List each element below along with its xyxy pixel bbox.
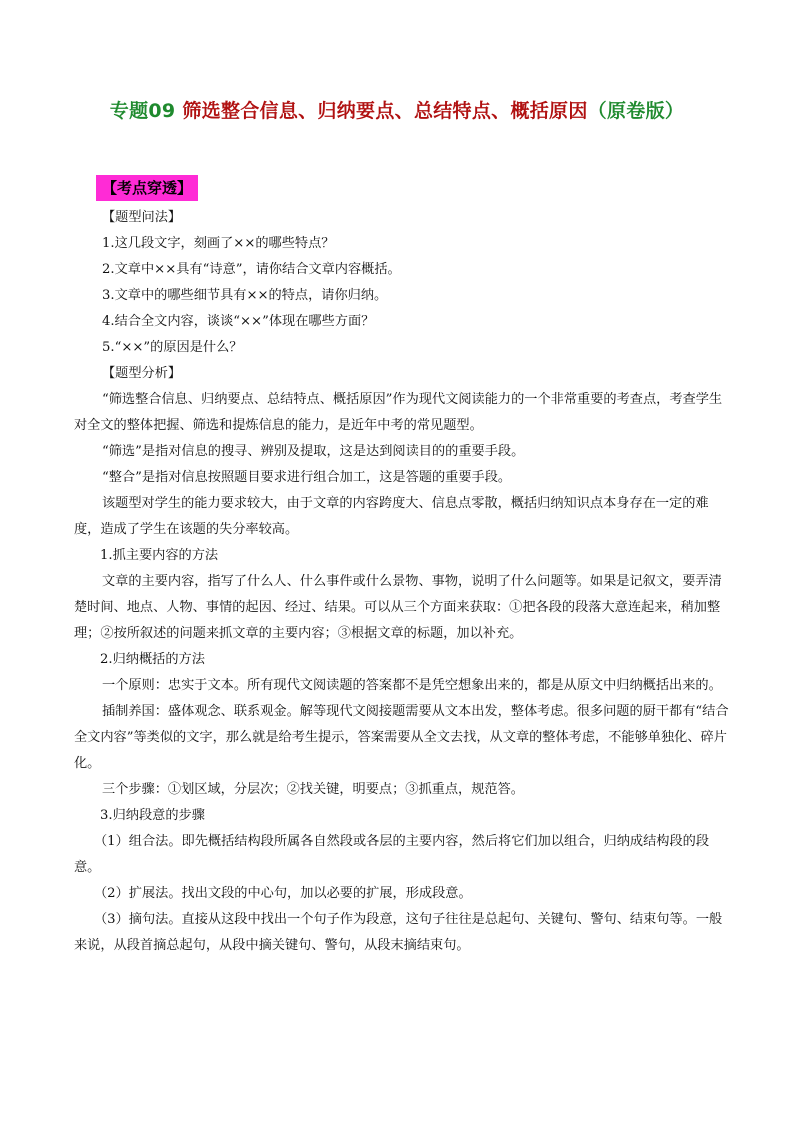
holistic-paragraph: 插制养国：盛体观念、联系观金。解等现代文阅接题需要从文本出发，整体考虑。很多问题的厨干都有“结合全文内容”等类似的文字，那么就是给考生提示，答案需要从全文去找，从文章的整体考虑，不能够单独化、碎片化。 (74, 704, 729, 771)
extraction-method: （3）摘句法。直接从这段中找出一个句子作为段意，这句子往往是总起句、关键句、警句、结束句等。一般来说，从段首摘总起句，从段中摘关键句、警句，从段末摘结束句。 (74, 912, 723, 953)
expansion-method: （2）扩展法。找出文段的中心句，加以必要的扩展，形成段意。 (94, 886, 472, 901)
question-item-5: 5.“××”的原因是什么？ (102, 340, 243, 355)
question-item-2: 2.文章中××具有“诗意”，请你结合文章内容概括。 (102, 262, 401, 277)
question-item-3: 3.文章中的哪些细节具有××的特点，请你归纳。 (102, 288, 388, 303)
heading-analysis: 【题型分析】 (102, 366, 182, 381)
title-prefix: 专题09 (109, 100, 183, 122)
analysis-paragraph: “筛选整合信息、归纳要点、总结特点、概括原因”作为现代文阅读能力的一个非常重要的考查点，考查学生对全文的整体把握、筛选和提炼信息的能力，是近年中考的常见题型。 (74, 392, 723, 433)
method-heading-1: 1.抓主要内容的方法 (100, 548, 219, 563)
combination-method: （1）组合法。即先概括结构段所属各自然段或各层的主要内容，然后将它们加以组合，归纳成结构段的段意。 (74, 834, 710, 875)
question-item-4: 4.结合全文内容，谈谈“××”体现在哪些方面？ (102, 314, 375, 329)
heading-question-forms: 【题型问法】 (102, 210, 182, 225)
page-title (40, 96, 754, 123)
difficulty-paragraph: 该题型对学生的能力要求较大，由于文章的内容跨度大、信息点零散，概括归纳知识点本身存在一定的难度，造成了学生在该题的失分率较高。 (74, 496, 709, 537)
title-suffix: （原卷版） (587, 100, 685, 122)
section-badge: 【考点穿透】 (96, 175, 198, 201)
method-heading-2: 2.归纳概括的方法 (100, 652, 205, 667)
three-steps-paragraph: 三个步骤：①划区域，分层次；②找关键，明要点；③抓重点，规范答。 (102, 782, 524, 797)
main-content-paragraph: 文章的主要内容，指写了什么人、什么事件或什么景物、事物，说明了什么问题等。如果是记叙文，要弄清楚时间、地点、人物、事情的起因、经过、结果。可以从三个方面来获取：①把各段的段落大意连起来，稍加整理；②按所叙述的问题来抓文章的主要内容；③根据文章的标题，加以补充。 (74, 574, 722, 641)
document-body (74, 205, 734, 959)
principle-paragraph: 一个原则：忠实于文本。所有现代文阅读题的答案都不是凭空想象出来的，都是从原文中归纳概括出来的。 (102, 678, 722, 693)
title-main: 筛选整合信息、归纳要点、总结特点、概括原因 (182, 100, 588, 122)
integration-definition: “整合”是指对信息按照题目要求进行组合加工，这是答题的重要手段。 (102, 470, 512, 485)
question-item-1: 1.这几段文字，刻画了××的哪些特点？ (102, 236, 335, 251)
method-heading-3: 3.归纳段意的步骤 (100, 808, 205, 823)
screening-definition: “筛选”是指对信息的搜寻、辨别及提取，这是达到阅读目的的重要手段。 (102, 444, 525, 459)
